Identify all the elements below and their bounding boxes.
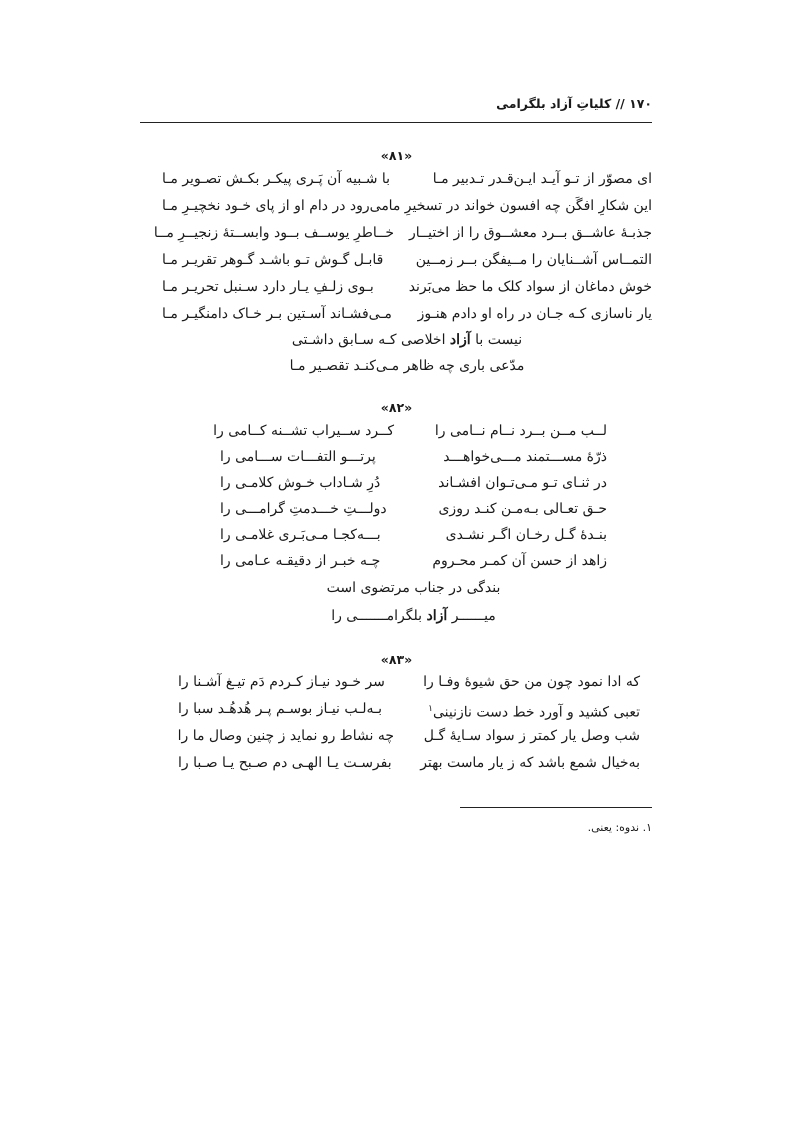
hemistich-83-1a: که ادا نمود چون من حق شیوهٔ وفـا را bbox=[423, 674, 640, 690]
poet-name: آزاد bbox=[426, 608, 448, 624]
hemistich-81-2a: این شکارِ افگَن چه افسون خواند در تسخیرِ ما bbox=[388, 198, 652, 214]
hemistich-82-1b: کــرد ســیراب تشــنه کــامی را bbox=[213, 423, 394, 439]
hemistich-82-3b: دُرِ شـاداب خـوش کلامـی را bbox=[220, 475, 381, 491]
closing-82-b: میــــــر آزاد بلگرامـــــــی را bbox=[331, 608, 496, 624]
footnote-marker: ۱ bbox=[428, 704, 434, 714]
hemistich-81-1b: با شـبیه آن پَـری پیکـر بکـش تصـویر مـا bbox=[162, 171, 391, 187]
hemistich-81-4b: قابـل گـوش تـو باشـد گـوهر تقریـر مـا bbox=[162, 252, 384, 268]
hemistich-82-3a: در ثنـای تـو مـی‌تـوان افشـاند bbox=[438, 475, 607, 491]
hemistich-81-6b: مـی‌فشـاند آسـتین بـر خـاک دامنگیـر مـا bbox=[162, 306, 392, 322]
hemistich-81-2b: می‌رود در دام او از پای خـود نخچیـرِ مـا bbox=[162, 198, 389, 214]
closing-81-b: مدّعی باری چه ظاهر مـی‌کنـد تقصـیر مـا bbox=[289, 358, 525, 374]
hemistich-82-4a: حـق تعـالی بـه‌مـن کنـد روزی bbox=[438, 501, 607, 517]
hemistich-82-5b: بـــه‌کجـا مـی‌بَـری غلامـی را bbox=[220, 527, 381, 543]
hemistich-81-4a: التمــاس آشــنایان را مــیفگن بــر زمــین bbox=[415, 252, 652, 268]
hemistich-82-2a: ذرّهٔ مســـتمند مـــی‌خواهـــد bbox=[443, 449, 607, 465]
hemistich-82-1a: لــب مــن بــرد نــام نــامی را bbox=[434, 423, 607, 439]
header-separator: // bbox=[615, 96, 625, 111]
hemistich-81-5a: خوش دماغان از سواد کلک ما حظ می‌بَرند bbox=[408, 279, 652, 295]
hemistich-83-2a: تعبی کشید و آورد خط دست نازنینی$^۱$ bbox=[428, 704, 640, 721]
hemistich-83-1b: سر خـود نیـاز کـردم دَم تیـغ آشـنا را bbox=[178, 674, 385, 690]
hemistich-81-5b: بـوی زلـفِ یـار دارد سـنبل تحریـر مـا bbox=[162, 279, 374, 295]
ghazal-title-81: «۸۱» bbox=[380, 148, 413, 163]
hemistich-83-2b: بـه‌لـب نیـاز بوسـم پـر هُدهُـد سبا را bbox=[178, 701, 383, 717]
hemistich-82-2b: پرتـــو التفـــات ســـامی را bbox=[220, 449, 376, 465]
hemistich-83-4b: بفرسـت یـا الهـی دم صـبح یـا صـبا را bbox=[178, 755, 392, 771]
hemistich-83-3a: شب وصل یار کمتر ز سواد سـایهٔ گـل bbox=[423, 728, 640, 744]
hemistich-81-3b: خــاطرِ یوســف بــود وابســتهٔ زنجیــرِ مــا bbox=[153, 225, 394, 241]
page-header bbox=[140, 96, 652, 123]
hemistich-82-6b: چـه خبـر از دقیقـه عـامی را bbox=[220, 553, 381, 569]
hemistich-82-6a: زاهد از حسن آن کمـر محـروم bbox=[432, 553, 607, 569]
closing-81-a: نیست با آزاد اخلاصی کـه سـابق داشـتی bbox=[291, 332, 523, 348]
hemistich-81-1a: ای مصوّر از تـو آیـد ایـن‌قـدر تـدبیر مـا bbox=[432, 171, 652, 187]
ghazal-title-83: «۸۳» bbox=[380, 652, 413, 667]
hemistich-82-5a: بنـدهٔ گـل رخـان اگـر نشـدی bbox=[445, 527, 607, 543]
hemistich-81-6a: یار ناسازی کـه جـان در راه او دادم هنـوز bbox=[417, 306, 652, 322]
hemistich-83-4a: به‌خیال شمع باشد که ز یار ماست بهتر bbox=[420, 755, 640, 771]
hemistich-83-3b: چه نشاط رو نماید ز چنین وصال ما را bbox=[177, 728, 394, 744]
hemistich-81-3a: جذبـهٔ عاشــق بــرد معشــوق را از اختیــار bbox=[408, 225, 652, 241]
page-number: ۱۷۰ bbox=[629, 96, 652, 111]
footnote: ۱. ندوه: یعنی. bbox=[587, 821, 652, 834]
book-title: کلیاتِ آزاد بلگرامی bbox=[496, 96, 612, 111]
poet-name: آزاد bbox=[449, 332, 471, 348]
ghazal-title-82: «۸۲» bbox=[380, 400, 413, 415]
closing-82-a: بندگی در جناب مرتضوی است bbox=[326, 580, 501, 596]
footnote-rule bbox=[460, 807, 652, 808]
hemistich-82-4b: دولـــتِ خـــدمتِ گرامـــی را bbox=[220, 501, 387, 517]
